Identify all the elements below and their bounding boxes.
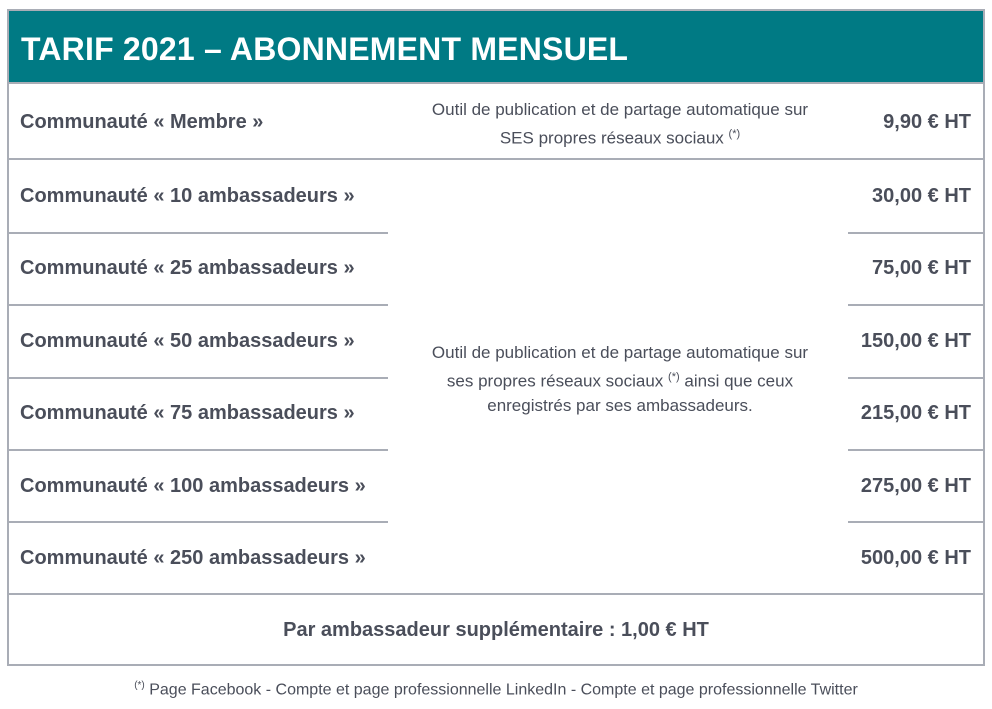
row-label-10: Communauté « 10 ambassadeurs » — [20, 184, 355, 207]
row-label-50: Communauté « 50 ambassadeurs » — [20, 329, 355, 352]
description-line — [390, 365, 850, 394]
footnote-mark: (*) — [728, 128, 741, 140]
row-label-25: Communauté « 25 ambassadeurs » — [20, 256, 355, 279]
row-label-250: Communauté « 250 ambassadeurs » — [20, 546, 366, 569]
description-member — [390, 98, 850, 151]
page-title: TARIF 2021 – ABONNEMENT MENSUEL — [21, 31, 629, 67]
description-line: enregistrés par ses ambassadeurs. — [487, 395, 753, 415]
footnote-mark: (*) — [134, 680, 145, 691]
row-price-membre: 9,90 € HT — [883, 110, 971, 133]
row-label-membre: Communauté « Membre » — [20, 110, 264, 133]
description-ambassadors — [390, 341, 850, 418]
footnote-mark: (*) — [668, 371, 680, 383]
footnote-text: Page Facebook - Compte et page professionnelle LinkedIn - Compte et page professionnelle Twitter — [149, 681, 858, 699]
description-text: SES propres réseaux sociaux — [499, 128, 724, 148]
description-line: Outil de publication et de partage automatique sur — [431, 100, 809, 119]
row-label-100: Communauté « 100 ambassadeurs » — [20, 474, 366, 497]
description-text: ses propres réseaux sociaux — [446, 371, 664, 391]
pricing-table — [7, 9, 985, 666]
row-price-10: 30,00 € HT — [872, 184, 971, 207]
footnote — [0, 680, 992, 699]
row-price-25: 75,00 € HT — [872, 256, 971, 279]
description-line: Outil de publication et de partage automatique sur — [431, 343, 809, 362]
extra-ambassador-price: Par ambassadeur supplémentaire : 1,00 € HT — [283, 619, 709, 641]
table-header — [9, 11, 983, 84]
row-price-50: 150,00 € HT — [860, 329, 971, 352]
description-line — [390, 122, 850, 151]
row-price-75: 215,00 € HT — [860, 401, 971, 424]
row-label-75: Communauté « 75 ambassadeurs » — [20, 401, 355, 424]
description-text: ainsi que ceux — [684, 371, 794, 391]
row-price-250: 500,00 € HT — [860, 546, 971, 569]
row-price-100: 275,00 € HT — [860, 474, 971, 497]
